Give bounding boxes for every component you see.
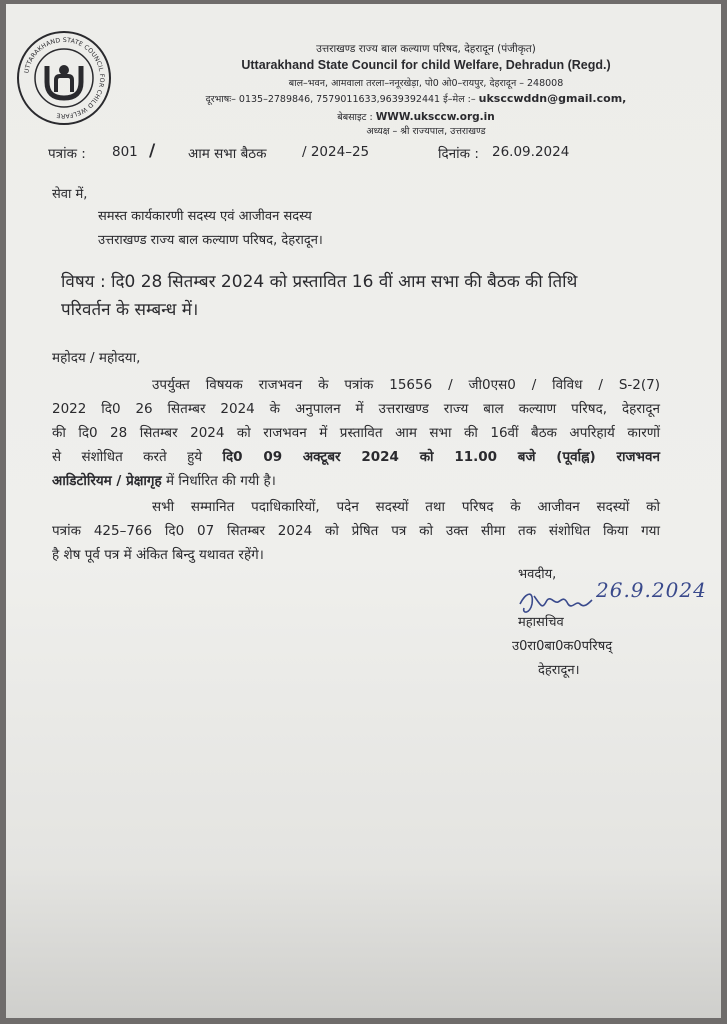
reference-slash: / xyxy=(149,141,156,161)
council-logo-icon xyxy=(16,30,112,126)
paragraph-1-line-3: की दि0 28 सितम्बर 2024 को राजभवन में प्रस्तावित आम सभा की 16वीं बैठक अपरिहार्य कारणों xyxy=(52,425,660,441)
reference-number: 801 xyxy=(112,144,138,160)
meeting-new-datetime: दि0 09 अक्टूबर 2024 को 11.00 बजे (पूर्वाह्न) राजभवन xyxy=(222,449,661,465)
reference-date: 26.09.2024 xyxy=(492,144,570,160)
signatory-title: महासचिव xyxy=(518,615,564,630)
paragraph-1-line-2: 2022 दि0 26 सितम्बर 2024 के अनुपालन में उत्तराखण्ड राज्य बाल कल्याण परिषद, देहरादून xyxy=(52,401,660,417)
paragraph-2-line-3: है शेष पूर्व पत्र में अंकित बिन्दु यथावत रहेंगे। xyxy=(52,547,264,563)
letterhead-phone: दूरभाषः– 0135–2789846, 7579011633,9639392441 ई–मेल :– xyxy=(205,94,476,105)
letterhead-website: WWW.uksccw.org.in xyxy=(375,111,495,123)
reference-year: / 2024–25 xyxy=(302,144,370,160)
paragraph-1-line-4 xyxy=(52,447,660,465)
subject-line-1: विषय : दि0 28 सितम्बर 2024 को प्रस्तावित 16 वीं आम सभा की बैठक की तिथि xyxy=(61,272,578,292)
letter-page xyxy=(6,4,721,1018)
signatory-org: उ0रा0बा0क0परिषद् xyxy=(512,639,613,654)
reference-date-label: दिनांक : xyxy=(438,146,479,162)
letterhead-president: अध्यक्ष – श्री राज्यपाल, उत्तराखण्ड xyxy=(366,126,486,137)
letterhead-address: बाल–भवन, आमवाला तरला–ननूरखेड़ा, पो0 ओ0–रायपुर, देहरादून – 248008 xyxy=(288,78,564,89)
letterhead-email: uksccwddn@gmail.com, xyxy=(478,92,627,105)
signature-handwritten-date: 26.9.2024 xyxy=(596,578,707,602)
paragraph-1-line-5 xyxy=(52,471,276,489)
subject-line-2: परिवर्तन के सम्बन्ध में। xyxy=(61,300,199,320)
letterhead-website-line xyxy=(136,110,696,123)
reference-meeting: आम सभा बैठक xyxy=(188,146,267,162)
paragraph-2-line-1: सभी सम्मानित पदाधिकारियों, पदेन सदस्यों तथा परिषद के आजीवन सदस्यों को xyxy=(152,499,660,515)
paragraph-2-line-2: पत्रांक 425–766 दि0 07 सितम्बर 2024 को प्रेषित पत्र को उक्त सीमा तक संशोधित किया गया xyxy=(52,523,660,539)
letterhead-website-prefix: बेबसाइट : xyxy=(337,112,373,123)
addressee-salutation: सेवा में, xyxy=(52,187,88,202)
logo-ring-text: UTTARAKHAND STATE COUNCIL FOR CHILD WELFARE xyxy=(23,36,106,120)
paragraph-1-line-4-text: से संशोधित करते हुये xyxy=(52,449,203,465)
signatory-city: देहरादून। xyxy=(538,663,580,678)
letterhead-contact xyxy=(136,92,696,105)
closing: भवदीय, xyxy=(518,567,557,582)
reference-label: पत्रांक : xyxy=(48,146,86,162)
paragraph-1-line-5-text: में निर्धारित की गयी है। xyxy=(166,473,276,489)
addressee-line-2: उत्तराखण्ड राज्य बाल कल्याण परिषद, देहरादून। xyxy=(98,233,323,248)
meeting-venue: आडिटोरियम / प्रेक्षागृह xyxy=(52,473,162,489)
letterhead-hindi-title: उत्तराखण्ड राज्य बाल कल्याण परिषद, देहरादून (पंजीकृत) xyxy=(316,43,536,55)
letterhead-english-title: Uttarakhand State Council for child Welfare, Dehradun (Regd.) xyxy=(241,58,611,72)
addressee-line-1: समस्त कार्यकारणी सदस्य एवं आजीवन सदस्य xyxy=(98,209,312,224)
paragraph-1-line-1: उपर्युक्त विषयक राजभवन के पत्रांक 15656 / जी0एस0 / विविध / S-2(7) xyxy=(152,377,660,393)
greeting: महोदय / महोदया, xyxy=(52,350,141,366)
